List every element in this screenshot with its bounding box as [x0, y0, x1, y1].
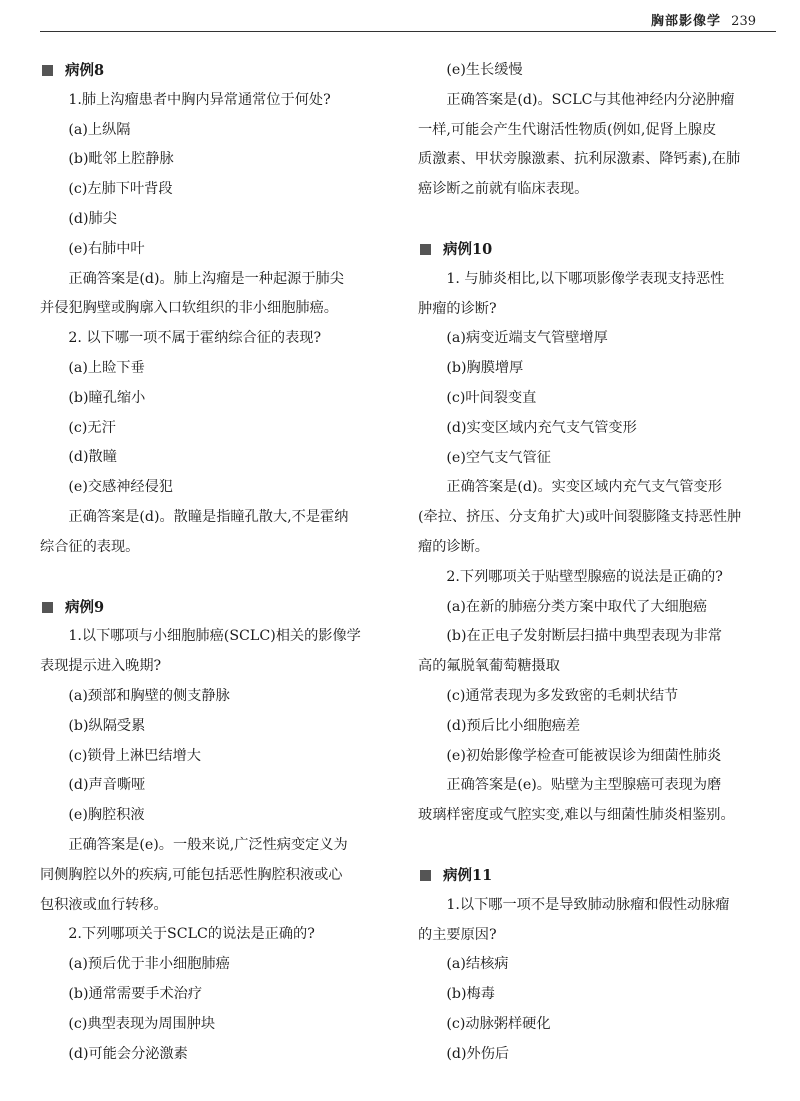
answer-line: 同侧胸腔以外的疾病,可能包括恶性胸腔积液或心 — [40, 866, 343, 883]
option: (e)右肺中叶 — [68, 240, 145, 257]
question: 2. 以下哪一项不属于霍纳综合征的表现? — [68, 330, 322, 347]
option: (c)无汗 — [68, 419, 116, 436]
option-line: 高的氟脱氧葡萄糖摄取 — [418, 658, 560, 675]
answer-line: 正确答案是(d)。肺上沟瘤是一种起源于肺尖 — [68, 270, 344, 287]
answer-line: (牵拉、挤压、分支角扩大)或叶间裂膨隆支持恶性肿 — [418, 509, 742, 526]
section-gap — [418, 205, 768, 235]
option: (d)声音嘶哑 — [68, 777, 146, 794]
option-line: (b)在正电子发射断层扫描中典型表现为非常 — [446, 628, 722, 645]
question-line: 1.以下哪项与小细胞肺癌(SCLC)相关的影像学 — [68, 628, 361, 645]
option: (c)典型表现为周围肿块 — [68, 1015, 216, 1032]
running-head — [651, 10, 756, 29]
option: (e)交感神经侵犯 — [68, 479, 173, 496]
answer-line: 癌诊断之前就有临床表现。 — [418, 181, 589, 198]
option: (a)病变近端支气管壁增厚 — [446, 330, 608, 347]
answer-line: 综合征的表现。 — [40, 538, 140, 555]
option: (d)预后比小细胞癌差 — [446, 717, 581, 734]
option: (e)初始影像学检查可能被误诊为细菌性肺炎 — [446, 747, 722, 764]
answer-line: 正确答案是(d)。散瞳是指瞳孔散大,不是霍纳 — [68, 508, 349, 525]
square-bullet-icon — [420, 870, 431, 881]
option: (b)通常需要手术治疗 — [68, 985, 203, 1002]
option: (d)散瞳 — [68, 449, 117, 466]
page-number: 239 — [731, 14, 756, 29]
answer-line: 玻璃样密度或气腔实变,难以与细菌性肺炎相鉴别。 — [418, 807, 735, 824]
question-line: 1.以下哪一项不是导致肺动脉瘤和假性动脉瘤 — [446, 896, 730, 913]
option: (b)纵隔受累 — [68, 717, 146, 734]
option: (d)肺尖 — [68, 210, 117, 227]
question-line: 肿瘤的诊断? — [418, 300, 497, 317]
option: (e)空气支气管征 — [446, 449, 551, 466]
answer-line: 正确答案是(e)。一般来说,广泛性病变定义为 — [68, 836, 348, 853]
option: (c)左肺下叶背段 — [68, 181, 173, 198]
option: (e)胸腔积液 — [68, 807, 145, 824]
section-gap — [418, 831, 768, 861]
answer-line: 质激素、甲状旁腺激素、抗利尿激素、降钙素),在肺 — [418, 151, 741, 168]
option: (a)在新的肺癌分类方案中取代了大细胞癌 — [446, 598, 708, 615]
option: (d)实变区域内充气支气管变形 — [446, 419, 637, 436]
square-bullet-icon — [42, 602, 53, 613]
option: (a)上睑下垂 — [68, 359, 145, 376]
option: (b)毗邻上腔静脉 — [68, 151, 174, 168]
option: (c)动脉粥样硬化 — [446, 1015, 551, 1032]
section-gap — [40, 563, 390, 593]
option: (a)上纵隔 — [68, 121, 131, 138]
case-10-heading: 病例10 — [418, 235, 768, 265]
case-8-heading: 病例8 — [40, 56, 390, 86]
option: (a)预后优于非小细胞肺癌 — [68, 956, 230, 973]
header-rule — [40, 31, 776, 32]
answer-line: 一样,可能会产生代谢活性物质(例如,促肾上腺皮 — [418, 121, 717, 138]
question-line: 的主要原因? — [418, 926, 497, 943]
answer-line: 瘤的诊断。 — [418, 538, 489, 555]
question: 2.下列哪项关于贴壁型腺癌的说法是正确的? — [446, 568, 723, 585]
option: (c)叶间裂变直 — [446, 389, 537, 406]
option: (b)梅毒 — [446, 986, 495, 1003]
square-bullet-icon — [420, 244, 431, 255]
option: (b)瞳孔缩小 — [68, 389, 146, 406]
answer-line: 并侵犯胸壁或胸廓入口软组织的非小细胞肺癌。 — [40, 300, 338, 317]
option: (e)生长缓慢 — [446, 62, 523, 78]
option: (d)可能会分泌激素 — [68, 1045, 188, 1062]
square-bullet-icon — [42, 65, 53, 76]
answer-line: 正确答案是(d)。SCLC与其他神经内分泌肿瘤 — [446, 91, 735, 108]
left-column — [40, 56, 390, 1069]
case-9-heading: 病例9 — [40, 593, 390, 623]
option: (c)通常表现为多发致密的毛刺状结节 — [446, 687, 679, 704]
case-11-heading: 病例11 — [418, 861, 768, 891]
answer-line: 正确答案是(d)。实变区域内充气支气管变形 — [446, 479, 722, 496]
question: 2.下列哪项关于SCLC的说法是正确的? — [68, 926, 315, 943]
answer-line: 包积液或血行转移。 — [40, 896, 168, 913]
option: (b)胸膜增厚 — [446, 360, 524, 377]
question-line: 表现提示进入晚期? — [40, 658, 162, 675]
question-line: 1. 与肺炎相比,以下哪项影像学表现支持恶性 — [446, 270, 725, 287]
option: (d)外伤后 — [446, 1045, 510, 1062]
question: 1.肺上沟瘤患者中胸内异常通常位于何处? — [68, 91, 331, 108]
option: (a)结核病 — [446, 956, 509, 973]
answer-line: 正确答案是(e)。贴壁为主型腺癌可表现为磨 — [446, 777, 722, 794]
right-column — [418, 56, 768, 1070]
option: (a)颈部和胸壁的侧支静脉 — [68, 687, 230, 704]
option: (c)锁骨上淋巴结增大 — [68, 747, 201, 764]
book-title: 胸部影像学 — [651, 14, 722, 29]
